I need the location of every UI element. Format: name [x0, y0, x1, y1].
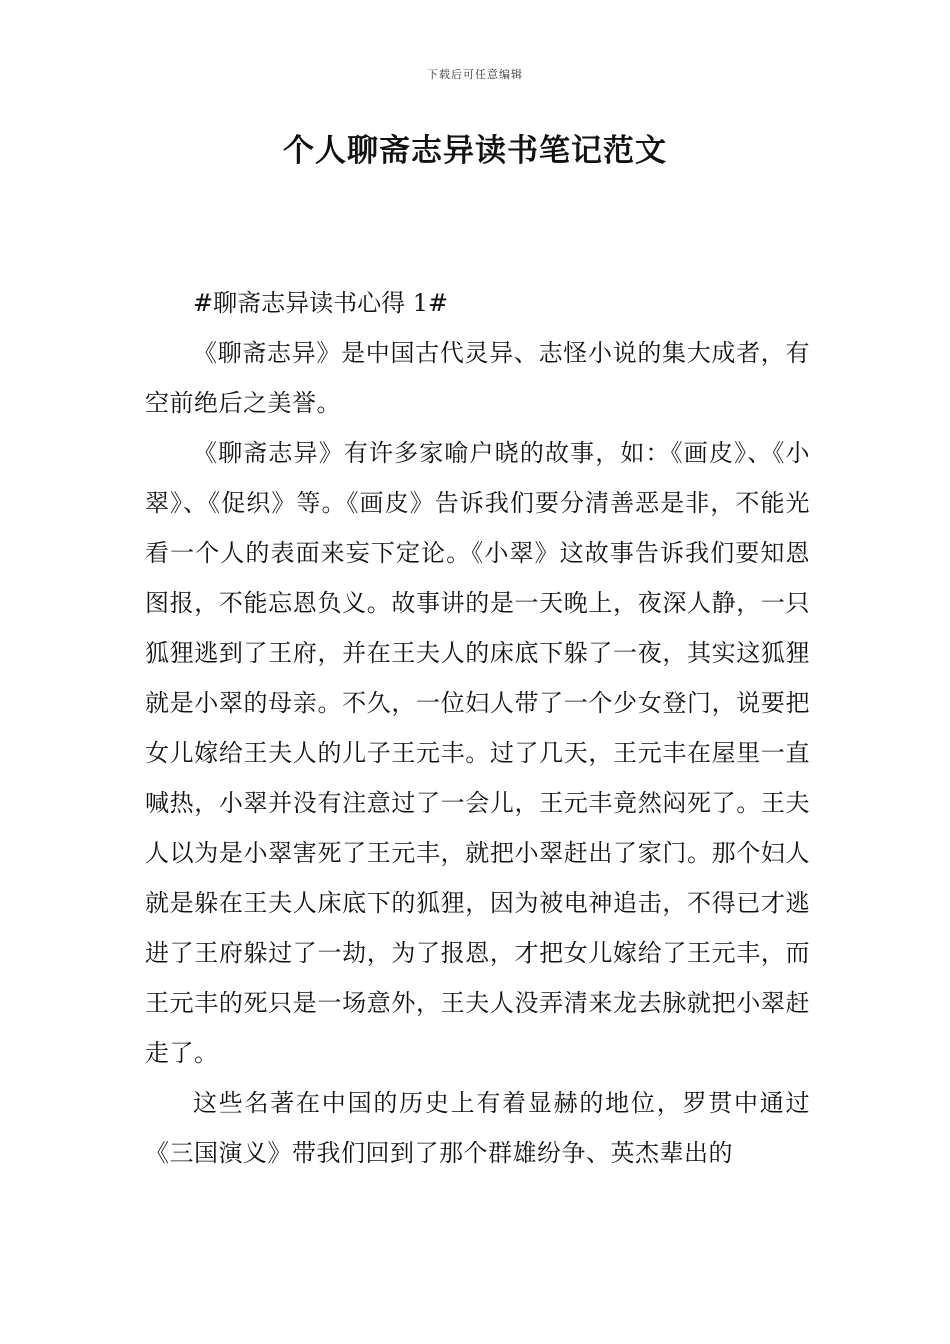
header-note: 下载后可任意编辑 [427, 68, 523, 81]
section-heading: #聊斋志异读书心得 1# [193, 289, 449, 317]
document-title: 个人聊斋志异读书笔记范文 [283, 133, 667, 169]
paragraph-3: 这些名著在中国的历史上有着显赫的地位，罗贯中通过《三国演义》带我们回到了那个群雄纷争、英杰辈出的 [145, 1089, 810, 1167]
document-body [145, 278, 810, 1178]
paragraph-2: 《聊斋志异》有许多家喻户晓的故事，如：《画皮》、《小翠》、《促织》等。《画皮》告诉我们要分清善恶是非，不能光看一个人的表面来妄下定论。《小翠》这故事告诉我们要知恩图报，不能忘恩负义。故事讲的是一天晚上，夜深人静，一只狐狸逃到了王府，并在王夫人的床底下躲了一夜，其实这狐狸就是小翠的母亲。不久，一位妇人带了一个少女登门，说要把女儿嫁给王夫人的儿子王元丰。过了几天，王元丰在屋里一直喊热，小翠并没有注意过了一会儿，王元丰竟然闷死了。王夫人以为是小翠害死了王元丰，就把小翠赶出了家门。那个妇人就是躲在王夫人床底下的狐狸，因为被电神追击，不得已才逃进了王府躲过了一劫，为了报恩，才把女儿嫁给了王元丰，而王元丰的死只是一场意外，王夫人没弄清来龙去脉就把小翠赶走了。 [145, 439, 810, 1067]
paragraph-1: 《聊斋志异》是中国古代灵异、志怪小说的集大成者，有空前绝后之美誉。 [145, 339, 810, 417]
